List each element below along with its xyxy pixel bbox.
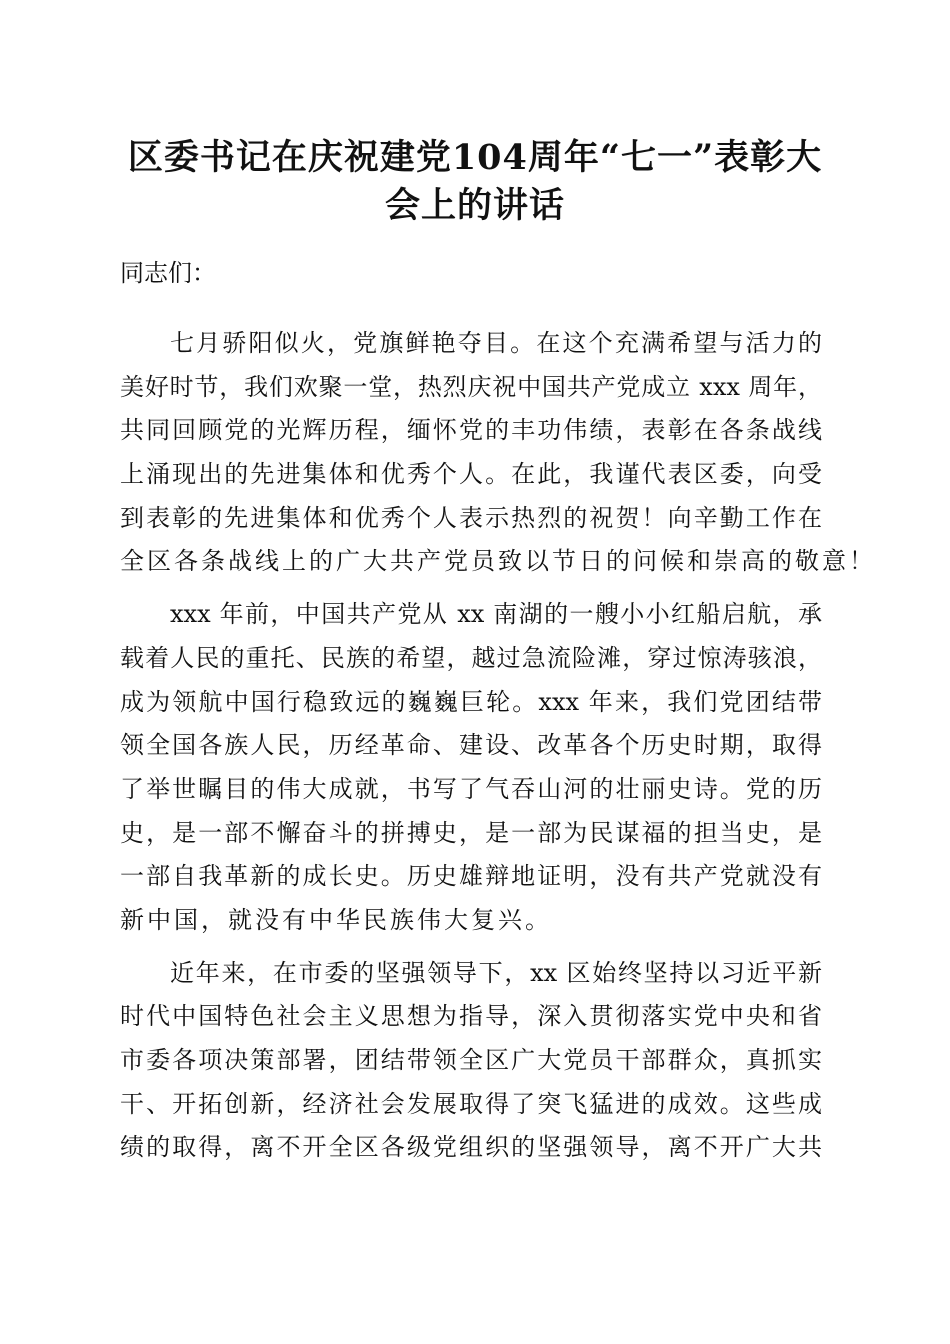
paragraph-line: 史，是一部不懈奋斗的拼搏史，是一部为民谋福的担当史，是 xyxy=(120,818,822,847)
paragraph-line: 领全国各族人民，历经革命、建设、改革各个历史时期，取得 xyxy=(120,731,822,760)
title-line: 会上的讲话 xyxy=(384,185,565,226)
paragraph xyxy=(120,593,822,943)
paragraph-line: 到表彰的先进集体和优秀个人表示热烈的祝贺！向辛勤工作在 xyxy=(120,503,822,532)
paragraph-line: 上涌现出的先进集体和优秀个人。在此，我谨代表区委，向受 xyxy=(120,460,822,489)
paragraph xyxy=(120,952,822,1170)
title-line: 区委书记在庆祝建党104周年“七一”表彰大 xyxy=(127,137,823,178)
paragraph-line: 七月骄阳似火，党旗鲜艳夺目。在这个充满希望与活力的 xyxy=(170,329,822,357)
document-title xyxy=(100,134,850,230)
paragraph xyxy=(120,322,876,584)
paragraph-line: 共同回顾党的光辉历程，缅怀党的丰功伟绩，表彰在各条战线 xyxy=(120,416,822,445)
paragraph-line: 绩的取得，离不开全区各级党组织的坚强领导，离不开广大共 xyxy=(120,1133,822,1162)
paragraph-line: 全区各条战线上的广大共产党员致以节日的问候和崇高的敬意！ xyxy=(120,547,876,576)
salutation: 同志们： xyxy=(120,259,216,287)
paragraph-line: 成为领航中国行稳致远的巍巍巨轮。xxx 年来，我们党团结带 xyxy=(120,687,822,716)
paragraph-line: 时代中国特色社会主义思想为指导，深入贯彻落实党中央和省 xyxy=(120,1002,822,1031)
paragraph-line: 一部自我革新的成长史。历史雄辩地证明，没有共产党就没有 xyxy=(120,862,822,891)
paragraph-line: 了举世瞩目的伟大成就，书写了气吞山河的壮丽史诗。党的历 xyxy=(120,774,822,803)
paragraph-line: 新中国，就没有中华民族伟大复兴。 xyxy=(120,905,552,934)
paragraph-line: xxx 年前，中国共产党从 xx 南湖的一艘小小红船启航，承 xyxy=(170,600,822,629)
paragraph-line: 市委各项决策部署，团结带领全区广大党员干部群众，真抓实 xyxy=(120,1046,822,1074)
paragraph-line: 干、开拓创新，经济社会发展取得了突飞猛进的成效。这些成 xyxy=(120,1089,822,1118)
paragraph-line: 美好时节，我们欢聚一堂，热烈庆祝中国共产党成立 xxx 周年， xyxy=(120,372,822,401)
document-body xyxy=(120,252,876,1179)
paragraph-line: 载着人民的重托、民族的希望，越过急流险滩，穿过惊涛骇浪， xyxy=(120,643,822,672)
paragraph-line: 近年来，在市委的坚强领导下，xx 区始终坚持以习近平新 xyxy=(170,958,822,987)
